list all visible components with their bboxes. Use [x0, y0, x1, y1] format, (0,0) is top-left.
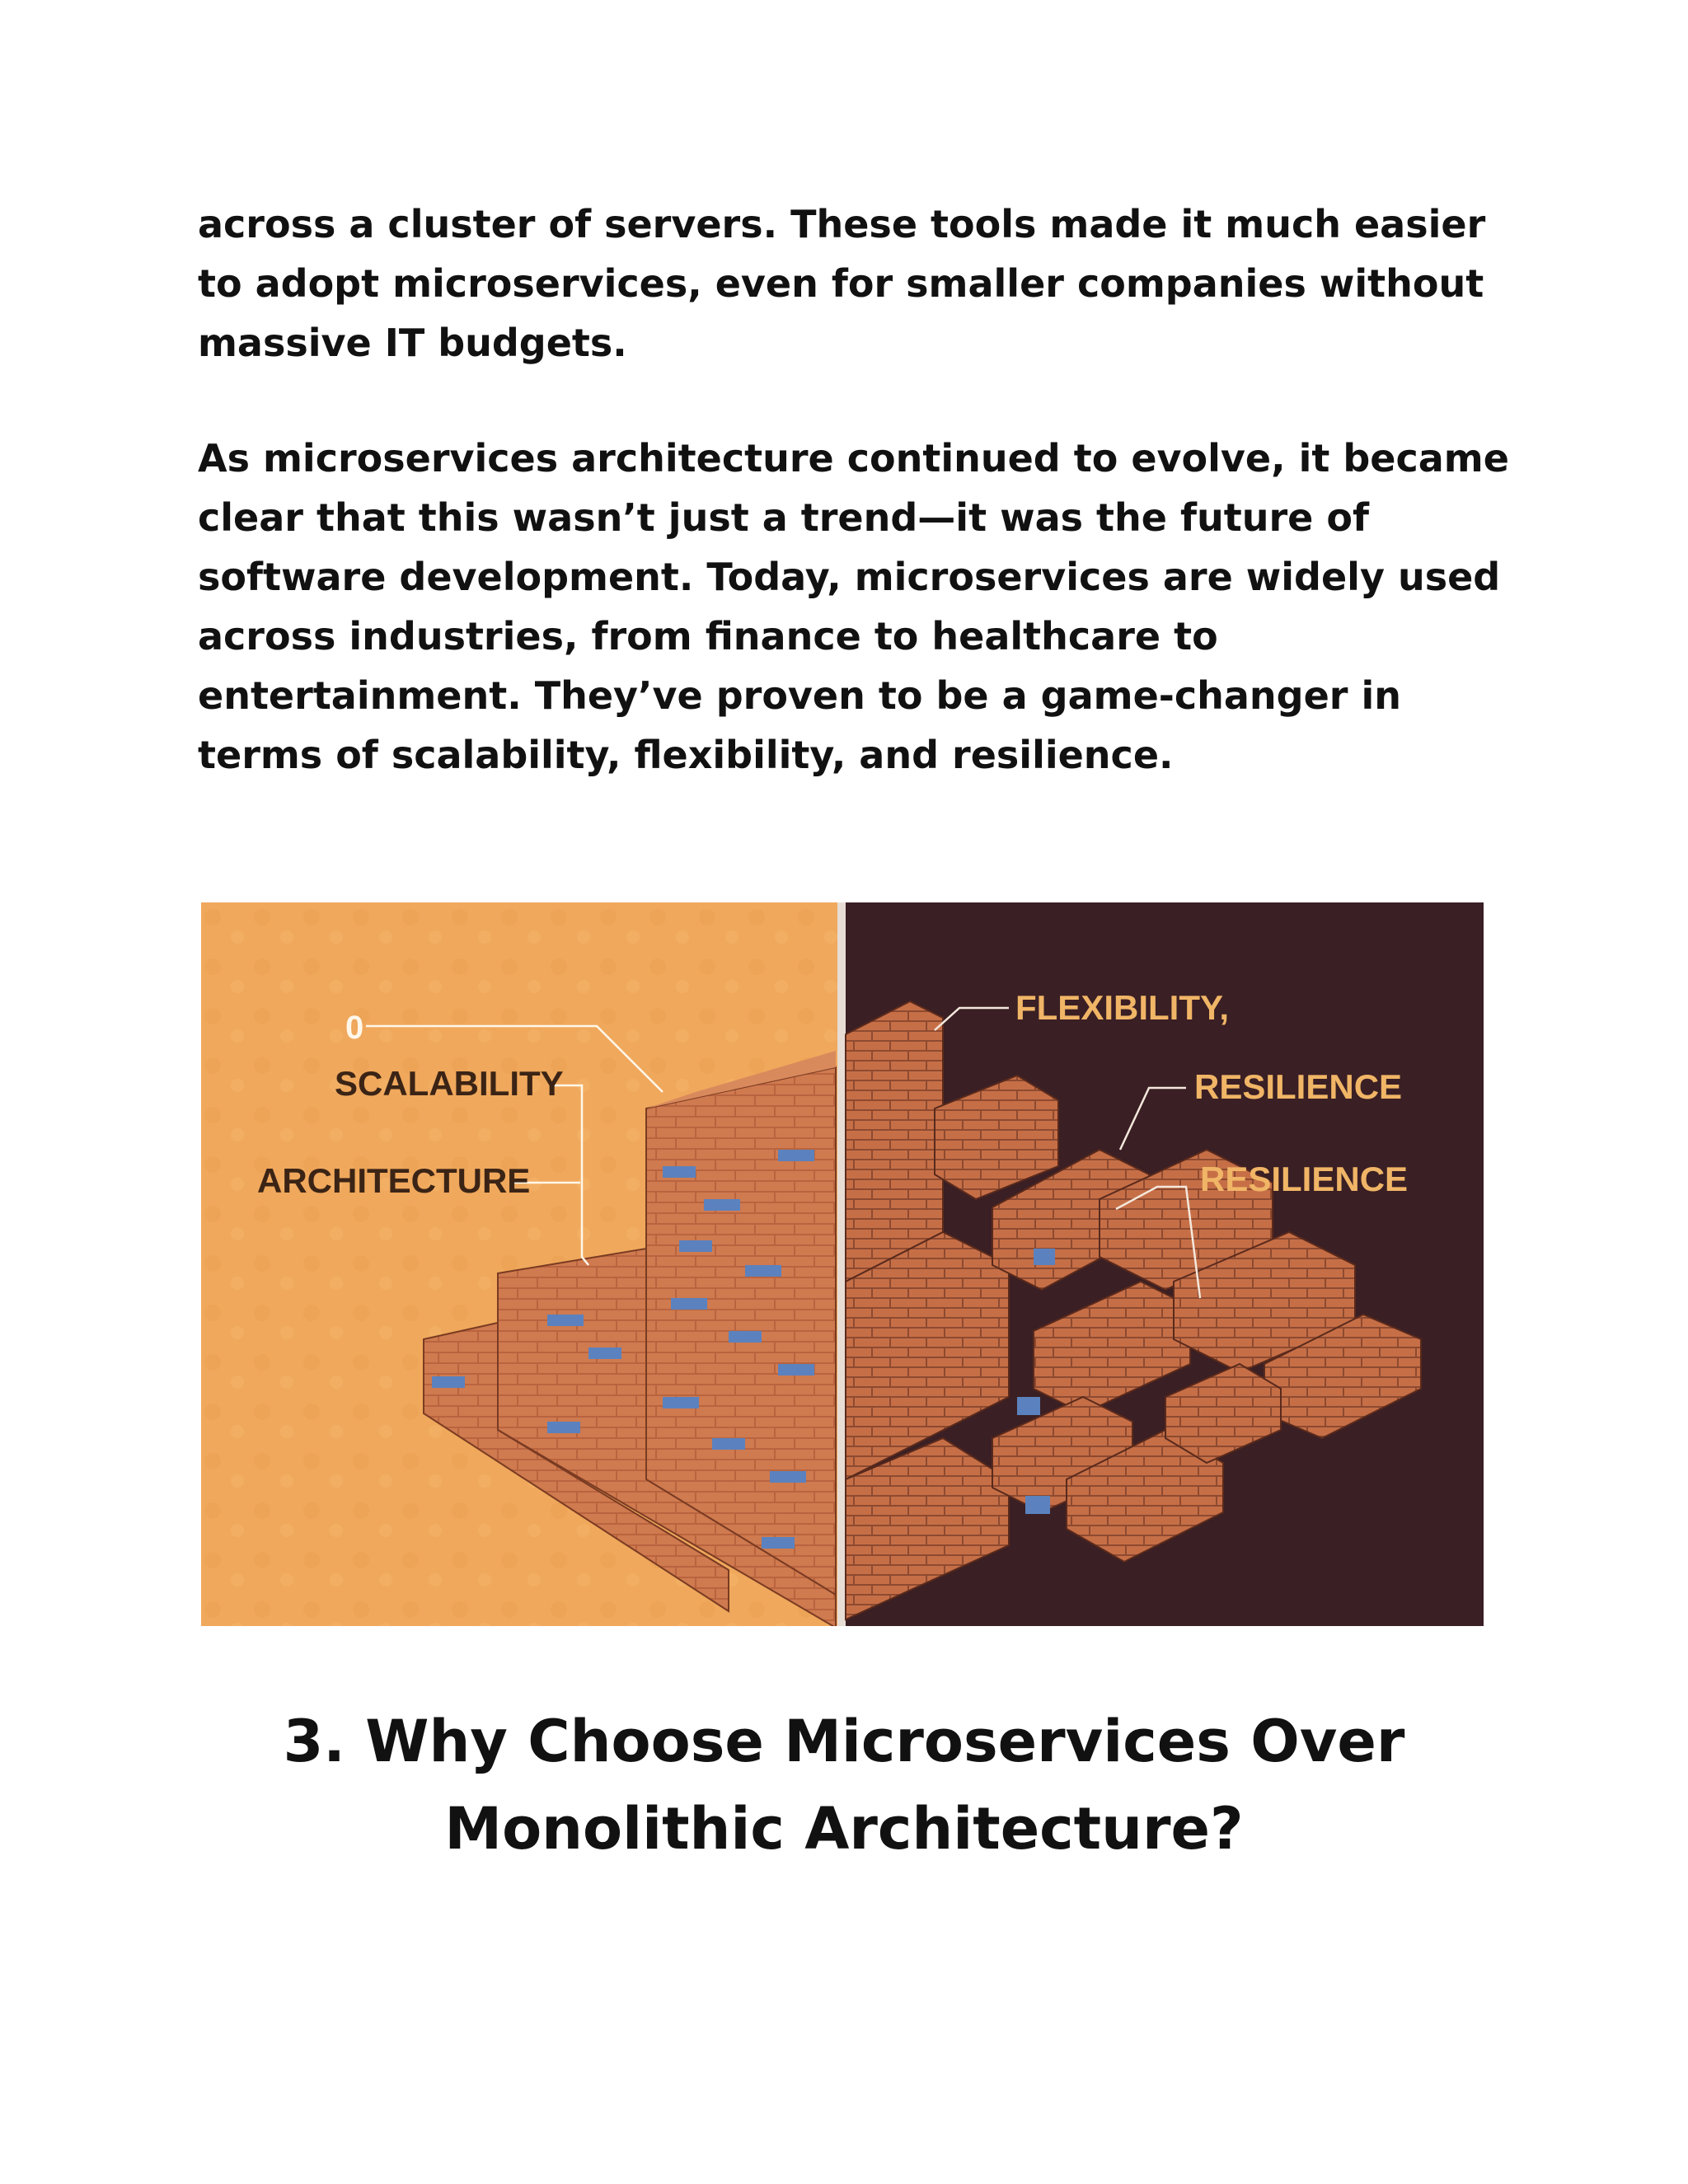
label-architecture: ARCHITECTURE [257, 1161, 531, 1200]
label-flexibility: FLEXIBILITY, [1015, 988, 1230, 1027]
paragraph-line: software development. Today, microservices are widely used [198, 555, 1501, 599]
section-heading-line: 3. Why Choose Microservices Over [283, 1708, 1405, 1775]
section-heading-line: Monolithic Architecture? [444, 1795, 1244, 1863]
paragraph-line: terms of scalability, flexibility, and resilience. [198, 733, 1174, 777]
monolith-vs-microservices-illustration [201, 902, 1484, 1626]
label-scalability: SCALABILITY [335, 1064, 564, 1103]
paragraph-line: As microservices architecture continued to evolve, it became [198, 436, 1509, 480]
paragraph-line: entertainment. They’ve proven to be a game-changer in [198, 673, 1402, 718]
panel-divider [837, 902, 846, 1626]
body-paragraph [198, 429, 1509, 785]
paragraph-line: massive IT budgets. [198, 321, 627, 365]
body-paragraph [198, 194, 1500, 373]
section-heading [0, 1698, 1688, 1872]
paragraph-line: clear that this wasn’t just a trend—it was the future of [198, 495, 1369, 540]
paragraph-line: across industries, from finance to healthcare to [198, 614, 1218, 658]
label-resilience-lower: RESILIENCE [1200, 1160, 1409, 1198]
paragraph-line: across a cluster of servers. These tools made it much easier [198, 202, 1486, 246]
label-resilience-upper: RESILIENCE [1194, 1067, 1403, 1106]
paragraph-line: to adopt microservices, even for smaller companies without [198, 261, 1484, 306]
label-zero: 0 [345, 1010, 364, 1046]
